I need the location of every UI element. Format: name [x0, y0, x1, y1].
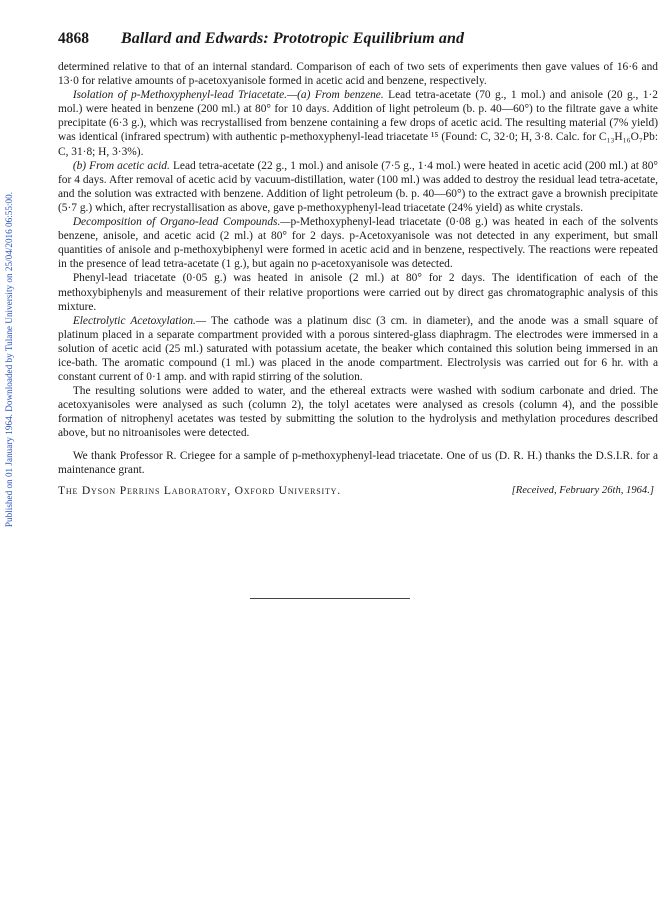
paragraph-isolation-benzene: [58, 88, 658, 158]
paragraph-isolation-acetic-acid: [58, 159, 658, 215]
laboratory-address: The Dyson Perrins Laboratory, Oxford University.: [58, 483, 341, 497]
acknowledgements: We thank Professor R. Criegee for a sample of p-methoxyphenyl-lead triacetate. One of us (D. R. H.) thanks the D.S.I.R. for a maintenance grant.: [58, 449, 658, 476]
affiliation-line: [58, 484, 658, 498]
paragraph-text: p-Methoxyphenyl-lead triacetate (0·08 g.) was heated in each of the solvents benzene, anisole, and acetic acid (2 ml.) at 80° for 2 days. p-Acetoxyanisole was not detected in any experiment, but small quantities of anisole and p-methoxybiphenyl were formed in acetic acid and in benzene, respectively. The reactions were repeated in the presence of lead tetra-acetate (1 g.), but again no p-acetoxyanisole was detected.: [58, 216, 659, 271]
received-date: [Received, February 26th, 1964.]: [511, 484, 654, 496]
paragraph-text: Lead tetra-acetate (22 g., 1 mol.) and anisole (7·5 g., 1·4 mol.) were heated in acetic acid (200 ml.) at 80° for 4 days. After removal of acetic acid by vacuum-distillation, water (100 ml.) was added to destroy the residual lead tetra-acetate, and the solution was extracted with benzene. Addition of light petroleum (b. p. 40—60°) to the extract gave a brownish precipitate (5·7 g.) which, after recrystallisation as above, gave p-methoxyphenyl-lead triacetate (24% yield) as white crystals.: [58, 159, 658, 214]
running-header: [58, 29, 638, 49]
paragraph-internal-standard: determined relative to that of an internal standard. Comparison of each of two sets of experiments then gave values of 16·6 and 13·0 for relative amounts of p-acetoxyanisole formed in acetic acid and benzene, respectively.: [58, 61, 658, 88]
paragraph-phenyl-lead: Phenyl-lead triacetate (0·05 g.) was heated in anisole (2 ml.) at 80° for 2 days. The identification of each of the methoxybiphenyls and measurement of their relative proportions were carried out by direct gas chromatographic analysis of this mixture.: [58, 272, 658, 313]
spacer: [58, 441, 658, 449]
paragraph-decomposition: [58, 215, 658, 271]
download-watermark: [2, 150, 16, 570]
end-rule: [250, 598, 410, 599]
article-body: [58, 60, 658, 498]
paragraph-electrolytic: [58, 314, 658, 384]
running-title: Ballard and Edwards: Prototropic Equilibrium and: [121, 30, 465, 47]
download-watermark-text: Published on 01 January 1964. Downloaded by Tulane University on 25/04/2016 06:55:00.: [4, 192, 14, 528]
section-heading-isolation: Isolation of p-Methoxyphenyl-lead Triacetate.—(a) From benzene.: [72, 89, 384, 102]
page-number: 4868: [58, 30, 89, 47]
section-heading-electrolytic: Electrolytic Acetoxylation.—: [72, 314, 207, 327]
section-heading-decomposition: Decomposition of Organo-lead Compounds.—: [72, 216, 291, 229]
paragraph-text: The cathode was a platinum disc (3 cm. in diameter), and the anode was a small square of platinum placed in a separate compartment provided with a porous sintered-glass diaphragm. The electrodes were immersed in a solution of acetic acid (25 ml.) saturated with potassium acetate, the beaker which contained this solution being immersed in an ice-bath. The aromatic compound (1 ml.) was placed in the anode compartment. Electrolysis was carried out for 6 hr. with a constant current of 0·1 amp. and with rapid stirring of the solution.: [58, 314, 658, 384]
subsection-heading-acetic-acid: (b) From acetic acid.: [72, 159, 170, 172]
paragraph-text: Lead tetra-acetate (70 g., 1 mol.) and anisole (20 g., 1·2 mol.) were heated in benzene (200 ml.) at 80° for 10 days. Addition of light petroleum (b. p. 40—60°) to the filtrate gave a white precipitate (6·3 g.), which was recrystallised from benzene containing a few drops of acetic acid. The resulting material (7% yield) was identical (infrared spectrum) with authentic p-methoxyphenyl-lead triacetate ¹⁵ (Found: C, 32·0; H, 3·8. Calc. for C₁₃H₁₆O₇Pb: C, 31·8; H, 3·3%).: [58, 89, 658, 158]
paragraph-resulting-solutions: The resulting solutions were added to water, and the ethereal extracts were washed with sodium carbonate and dried. The acetoxyanisoles were analysed as such (column 2), the tolyl acetates were analysed as cresols (column 4), and the possible formation of nitrophenyl acetates was tested by submitting the solution to the hydrolysis and methylation procedures described above, but no nitroanisoles were detected.: [58, 385, 658, 440]
